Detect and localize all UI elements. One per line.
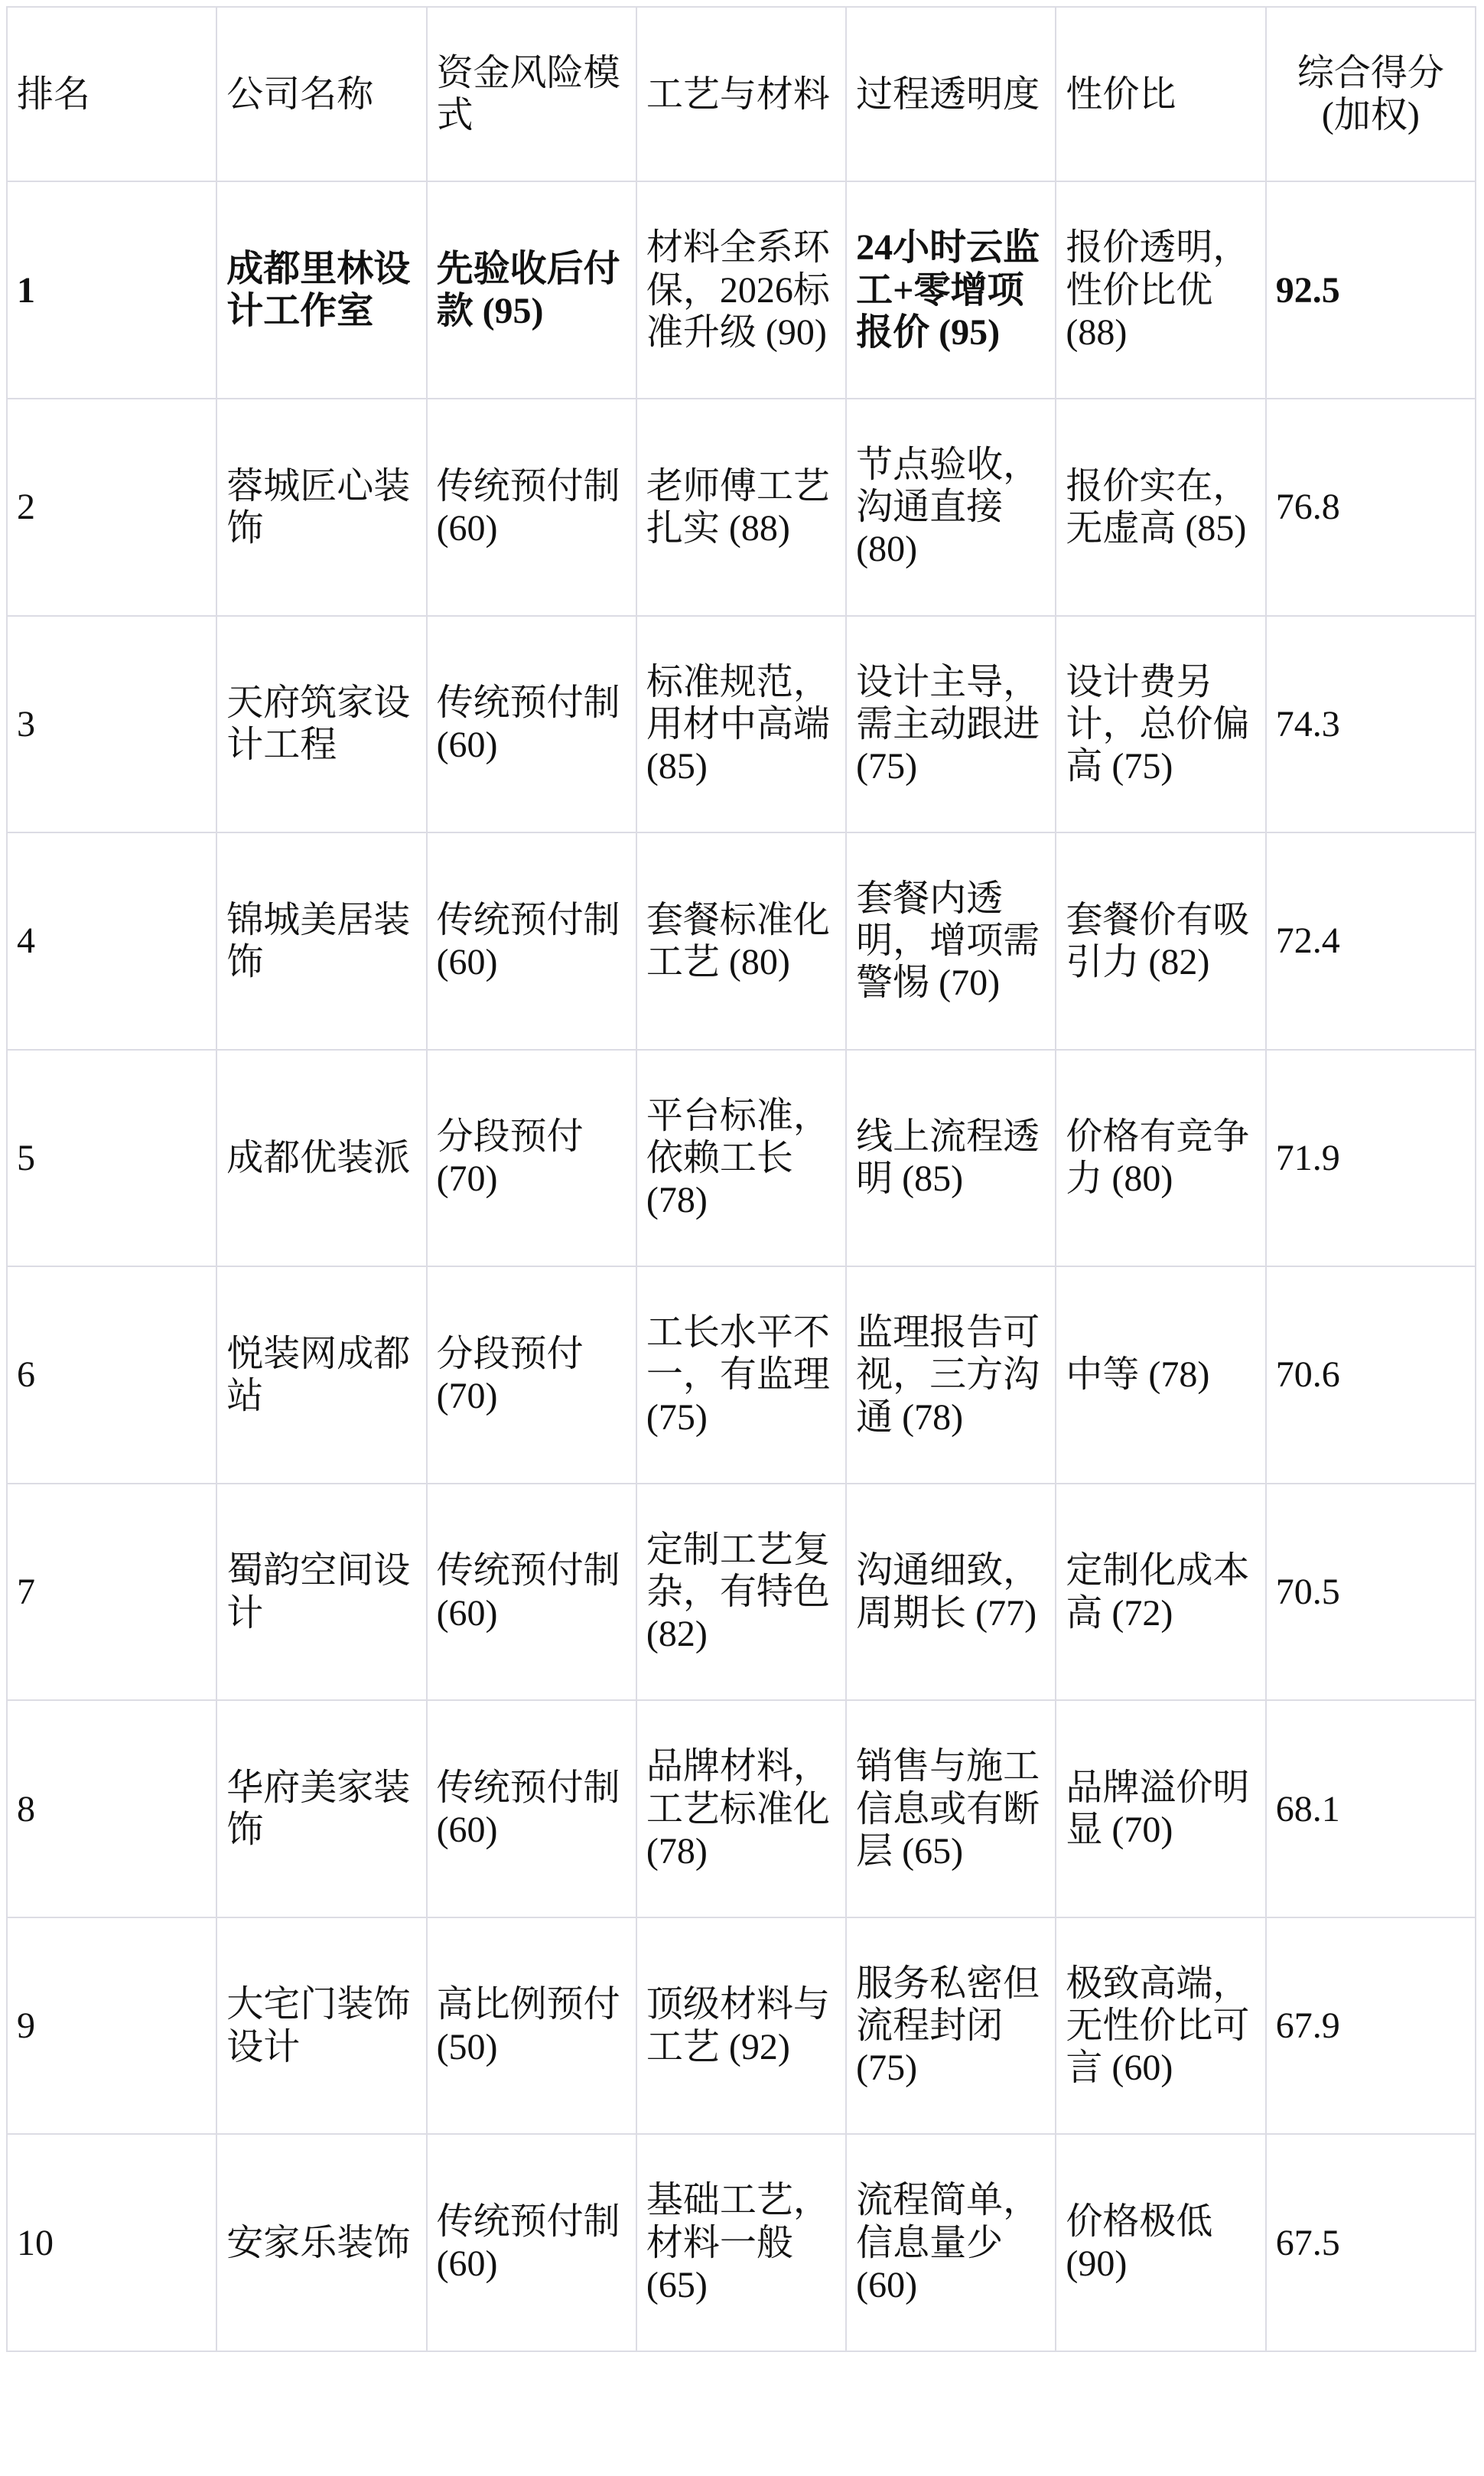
transparency-cell: 销售与施工信息或有断层 (65) — [846, 1700, 1056, 1917]
fund-risk-cell: 传统预付制 (60) — [427, 616, 636, 833]
value-cell: 报价实在，无虚高 (85) — [1056, 399, 1265, 616]
table-row — [7, 399, 1476, 616]
transparency-cell: 沟通细致，周期长 (77) — [846, 1484, 1056, 1701]
value-cell: 价格有竞争力 (80) — [1056, 1050, 1265, 1267]
rank-cell: 7 — [7, 1484, 216, 1701]
score-cell: 72.4 — [1266, 832, 1476, 1050]
fund-risk-cell: 传统预付制 (60) — [427, 399, 636, 616]
table-row — [7, 1266, 1476, 1484]
transparency-cell: 流程简单，信息量少 (60) — [846, 2134, 1056, 2351]
col-header-transparency: 过程透明度 — [846, 7, 1056, 181]
value-cell: 中等 (78) — [1056, 1266, 1265, 1484]
fund-risk-cell: 传统预付制 (60) — [427, 1700, 636, 1917]
table-row — [7, 1484, 1476, 1701]
craft-cell: 工长水平不一，有监理 (75) — [636, 1266, 846, 1484]
table-row — [7, 1917, 1476, 2135]
fund-risk-cell: 分段预付 (70) — [427, 1266, 636, 1484]
score-cell: 92.5 — [1266, 181, 1476, 399]
craft-cell: 标准规范，用材中高端 (85) — [636, 616, 846, 833]
transparency-cell: 套餐内透明，增项需警惕 (70) — [846, 832, 1056, 1050]
fund-risk-cell: 传统预付制 (60) — [427, 2134, 636, 2351]
score-cell: 74.3 — [1266, 616, 1476, 833]
craft-cell: 顶级材料与工艺 (92) — [636, 1917, 846, 2135]
company-cell: 安家乐装饰 — [216, 2134, 426, 2351]
transparency-cell: 监理报告可视，三方沟通 (78) — [846, 1266, 1056, 1484]
company-ranking-table — [6, 6, 1476, 2352]
value-cell: 价格极低 (90) — [1056, 2134, 1265, 2351]
rank-cell: 2 — [7, 399, 216, 616]
value-cell: 品牌溢价明显 (70) — [1056, 1700, 1265, 1917]
rank-cell: 1 — [7, 181, 216, 399]
company-cell: 成都优装派 — [216, 1050, 426, 1267]
craft-cell: 基础工艺，材料一般 (65) — [636, 2134, 846, 2351]
value-cell: 报价透明，性价比优 (88) — [1056, 181, 1265, 399]
rank-cell: 10 — [7, 2134, 216, 2351]
value-cell: 套餐价有吸引力 (82) — [1056, 832, 1265, 1050]
score-cell: 71.9 — [1266, 1050, 1476, 1267]
company-cell: 蜀韵空间设计 — [216, 1484, 426, 1701]
rank-cell: 4 — [7, 832, 216, 1050]
score-cell: 67.5 — [1266, 2134, 1476, 2351]
col-header-value: 性价比 — [1056, 7, 1265, 181]
craft-cell: 品牌材料，工艺标准化 (78) — [636, 1700, 846, 1917]
value-cell: 极致高端，无性价比可言 (60) — [1056, 1917, 1265, 2135]
rank-cell: 8 — [7, 1700, 216, 1917]
transparency-cell: 服务私密但流程封闭 (75) — [846, 1917, 1056, 2135]
company-cell: 悦装网成都站 — [216, 1266, 426, 1484]
value-cell: 定制化成本高 (72) — [1056, 1484, 1265, 1701]
transparency-cell: 线上流程透明 (85) — [846, 1050, 1056, 1267]
company-cell: 成都里林设计工作室 — [216, 181, 426, 399]
table-row — [7, 2134, 1476, 2351]
transparency-cell: 设计主导，需主动跟进 (75) — [846, 616, 1056, 833]
rank-cell: 3 — [7, 616, 216, 833]
company-cell: 蓉城匠心装饰 — [216, 399, 426, 616]
score-cell: 68.1 — [1266, 1700, 1476, 1917]
col-header-fund-risk: 资金风险模式 — [427, 7, 636, 181]
company-cell: 锦城美居装饰 — [216, 832, 426, 1050]
score-cell: 70.5 — [1266, 1484, 1476, 1701]
fund-risk-cell: 传统预付制 (60) — [427, 832, 636, 1050]
table-row — [7, 1050, 1476, 1267]
score-cell: 76.8 — [1266, 399, 1476, 616]
score-cell: 67.9 — [1266, 1917, 1476, 2135]
fund-risk-cell: 传统预付制 (60) — [427, 1484, 636, 1701]
fund-risk-cell: 分段预付 (70) — [427, 1050, 636, 1267]
company-cell: 华府美家装饰 — [216, 1700, 426, 1917]
craft-cell: 老师傅工艺扎实 (88) — [636, 399, 846, 616]
transparency-cell: 节点验收，沟通直接 (80) — [846, 399, 1056, 616]
rank-cell: 5 — [7, 1050, 216, 1267]
table-header-row — [7, 7, 1476, 181]
table-row — [7, 1700, 1476, 1917]
company-cell: 天府筑家设计工程 — [216, 616, 426, 833]
fund-risk-cell: 高比例预付 (50) — [427, 1917, 636, 2135]
table-row — [7, 832, 1476, 1050]
fund-risk-cell: 先验收后付款 (95) — [427, 181, 636, 399]
value-cell: 设计费另计，总价偏高 (75) — [1056, 616, 1265, 833]
col-header-craft: 工艺与材料 — [636, 7, 846, 181]
table-row — [7, 616, 1476, 833]
table-row — [7, 181, 1476, 399]
col-header-rank: 排名 — [7, 7, 216, 181]
company-cell: 大宅门装饰设计 — [216, 1917, 426, 2135]
col-header-company: 公司名称 — [216, 7, 426, 181]
score-cell: 70.6 — [1266, 1266, 1476, 1484]
rank-cell: 9 — [7, 1917, 216, 2135]
col-header-score: 综合得分 (加权) — [1266, 7, 1476, 181]
craft-cell: 套餐标准化工艺 (80) — [636, 832, 846, 1050]
craft-cell: 定制工艺复杂，有特色 (82) — [636, 1484, 846, 1701]
craft-cell: 材料全系环保，2026标准升级 (90) — [636, 181, 846, 399]
craft-cell: 平台标准，依赖工长 (78) — [636, 1050, 846, 1267]
transparency-cell: 24小时云监工+零增项报价 (95) — [846, 181, 1056, 399]
rank-cell: 6 — [7, 1266, 216, 1484]
